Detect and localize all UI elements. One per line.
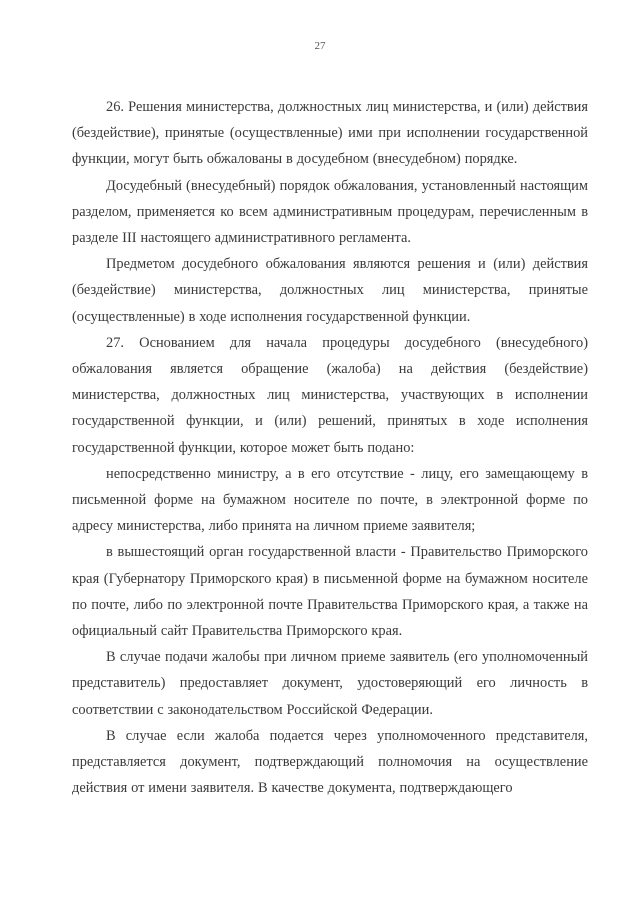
paragraph-subject-of-appeal: Предметом досудебного обжалования являются решения и (или) действия (бездействие) министерства, должностных лиц министерства, принятые (осуществленные) в ходе исполнения государственной функции. [72, 256, 588, 325]
paragraph-26-decisions: 26. Решения министерства, должностных лиц министерства, и (или) действия (бездействие), принятые (осуществленные) ими при исполнении государственной функции, могут быть обжалованы в досудебном (внесудебном) порядке. [72, 99, 588, 168]
paragraph-pretrial-procedure: Досудебный (внесудебный) порядок обжалования, установленный настоящим разделом, применяется ко всем административным процедурам, перечисленным в разделе III настоящего административного регламента. [72, 177, 588, 247]
paragraph-submit-to-government: в вышестоящий орган государственной власти - Правительство Приморского края (Губернатору Приморского края) в письменной форме на бумажном носителе по почте, либо по электронной почте Правительства Приморского края, а также на официальный сайт Правительства Приморского края. [72, 544, 588, 640]
paragraph-submit-to-minister: непосредственно министру, а в его отсутствие - лицу, его замещающему в письменной форме на бумажном носителе по почте, в электронной форме по адресу министерства, либо принята на личном приеме заявителя; [72, 465, 588, 535]
page-number: 27 [314, 40, 326, 52]
document-body [72, 94, 588, 801]
paragraph-27-grounds: 27. Основанием для начала процедуры досудебного (внесудебного) обжалования является обращение (жалоба) на действия (бездействие) министерства, должностных лиц министерства, участвующих в исполнении государственной функции, и (или) решений, принятых в ходе исполнения государственной функции, которое может быть подано: [72, 334, 588, 456]
paragraph-personal-reception: В случае подачи жалобы при личном приеме заявитель (его уполномоченный представитель) предоставляет документ, удостоверяющий его личность в соответствии с законодательством Российской Федерации. [72, 649, 588, 718]
paragraph-representative: В случае если жалоба подается через уполномоченного представителя, представляется документ, подтверждающий полномочия на осуществление действия от имени заявителя. В качестве документа, подтверждающего [72, 727, 588, 797]
